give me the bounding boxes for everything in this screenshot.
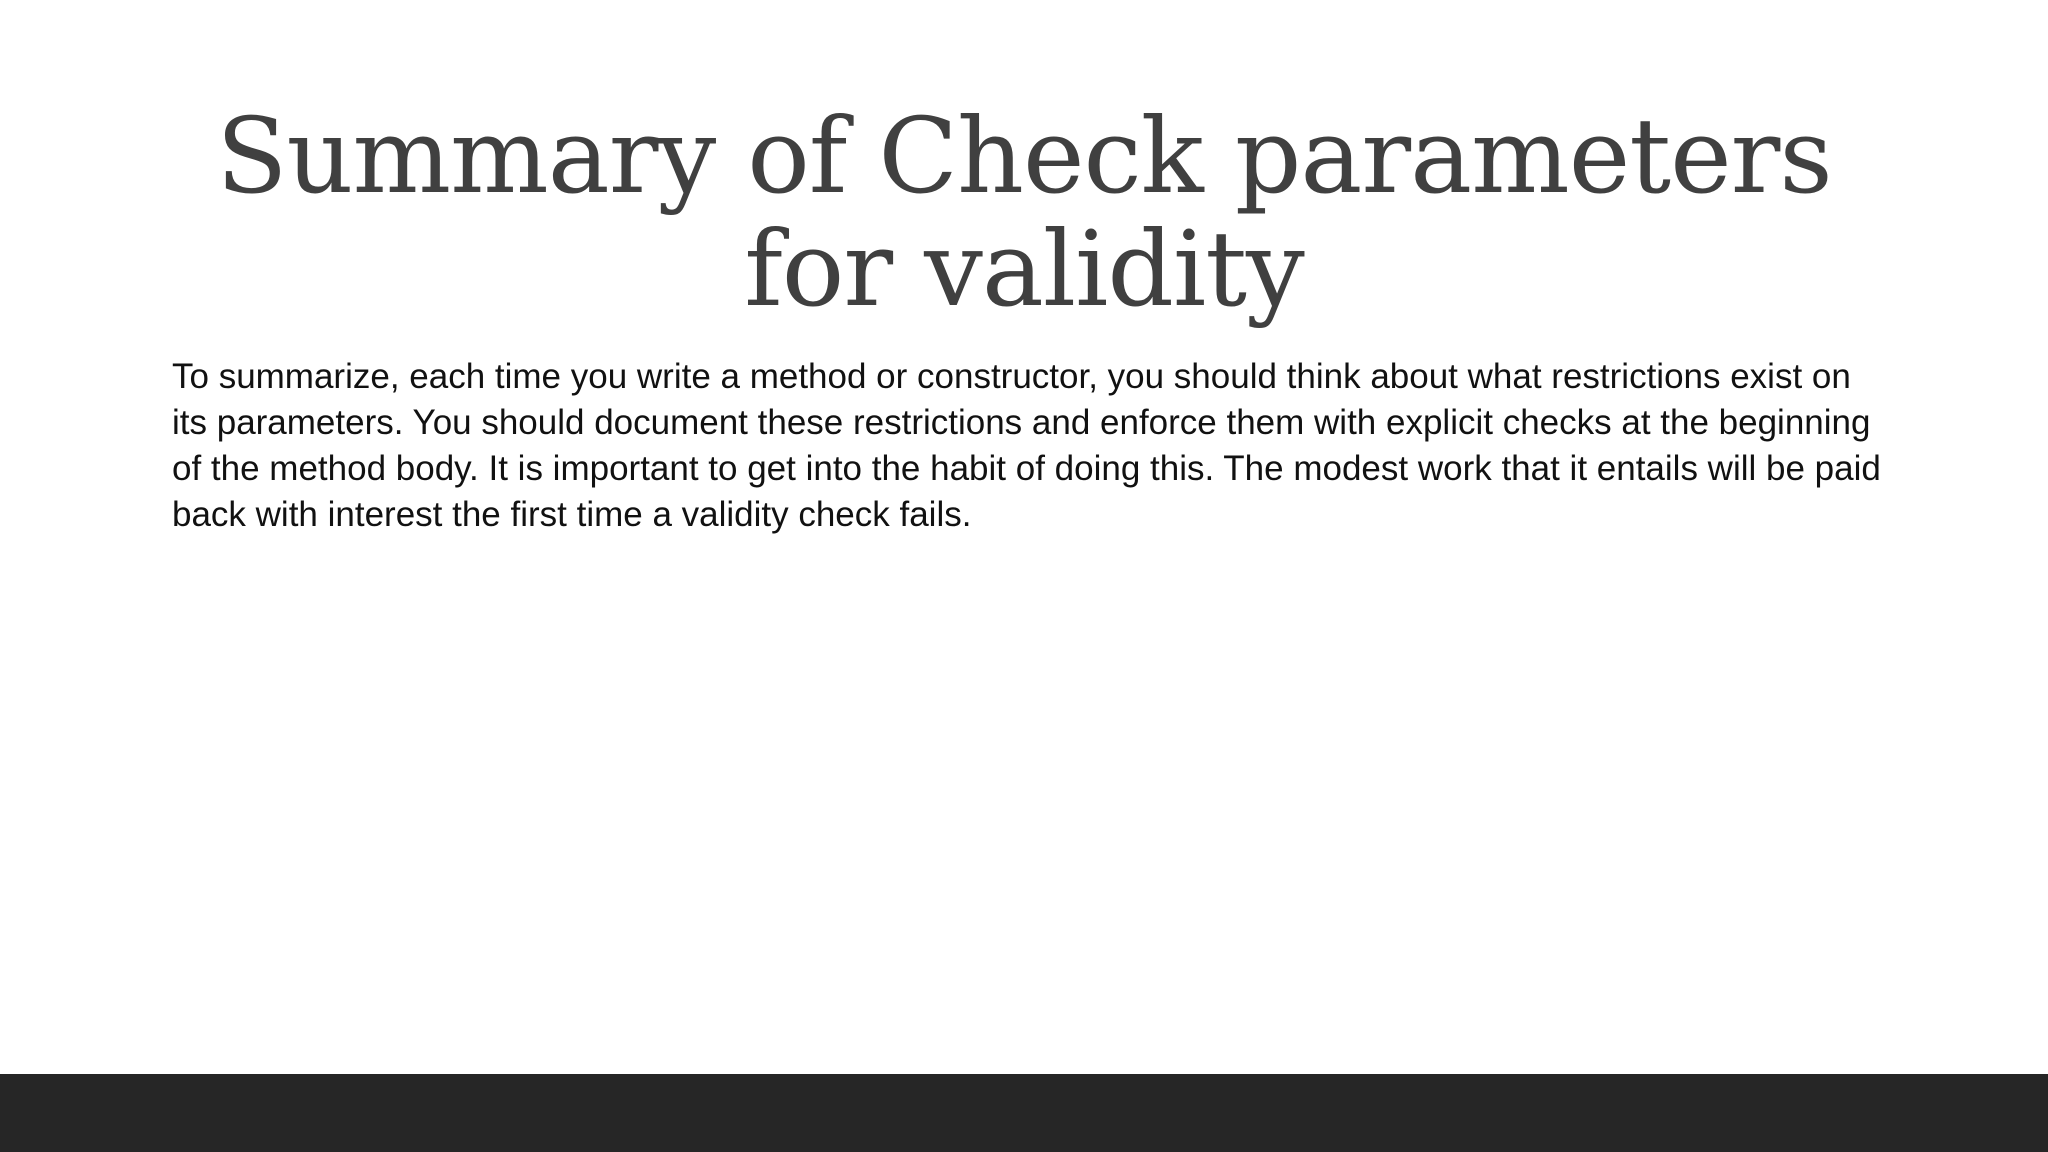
slide-body-text: To summarize, each time you write a method or constructor, you should think about what restrictions exist on its parameters. You should document these restrictions and enforce them with explicit checks at the beginning of the method body. It is important to get into the habit of doing this. The modest work that it entails will be paid back with interest the first time a validity check fails. — [172, 357, 1881, 534]
footer-bar — [0, 1074, 2048, 1152]
slide-title: Summary of Check parameters for validity — [216, 95, 1832, 330]
